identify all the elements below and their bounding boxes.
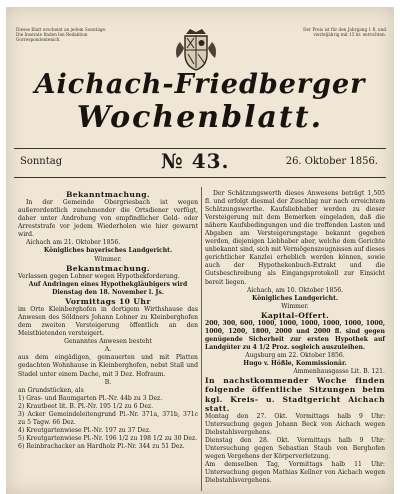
issue-date: 26. Oktober 1856. bbox=[285, 156, 378, 167]
left-column-paragraph: Bekanntmachung. bbox=[65, 190, 151, 199]
left-column-paragraph: A. bbox=[104, 346, 112, 354]
right-column-paragraph: Hugo v. Hößle, Kommissionär. bbox=[243, 360, 347, 368]
right-column-paragraph: Königliches Landgericht. bbox=[251, 294, 339, 302]
left-column-paragraph: an Grundstücken, als bbox=[18, 386, 84, 394]
left-column-paragraph: aus dem eingädigen, gemauerten und mit Platten gedachten Wohnhause in Kleinberghofen, nebst Stall und Stadel unter einem Dache, mit 3 Dez. Hofraum. bbox=[18, 354, 198, 378]
left-column-paragraph: Genanntes Anwesen besteht bbox=[64, 338, 152, 346]
right-column-paragraph: 200, 300, 600, 1000, 1000, 1000, 1000, 1000, 1000, 1000, 1200, 1800, 2000 und 2000 fl. sind gegen genügende Sicherheit zur ersten Hypothek auf Landgüter zu 4 1/2 Proz. sogleich auszuleihen. bbox=[205, 319, 385, 352]
left-column-paragraph: Auf Andringen eines Hypothekgläubigers wird Dienstag den 18. November l. Js. bbox=[28, 280, 188, 296]
right-column bbox=[205, 190, 385, 485]
left-column-paragraph: 2) Krautbeet lit. B. Pl.-Nr. 195 1/2 zu 6 Dez. bbox=[18, 402, 154, 410]
coat-of-arms-icon bbox=[172, 28, 220, 72]
right-column-paragraph: In nachstkommender Woche finden folgende öffentliche Sitzungen beim kgl. Kreis- u. Stadtgericht Aichach statt. bbox=[205, 376, 385, 413]
masthead-title-line1: Aichach-Friedberger bbox=[34, 69, 366, 100]
left-column-paragraph: 1) Gras- und Baumgarten Pl.-Nr. 44b zu 3 Dez. bbox=[18, 394, 163, 402]
left-column-paragraph: Aichach am 21. Oktober 1856. bbox=[26, 239, 121, 247]
subscription-note: Dieses Blatt erscheint an jedem Sonntage. Die Inserate finden bei Redaktion Gorrespondentenich. bbox=[16, 27, 107, 43]
column-divider bbox=[201, 187, 202, 491]
dateline-bottom-rule bbox=[14, 177, 386, 178]
left-column-paragraph: Wimmer. bbox=[94, 255, 122, 263]
right-column-paragraph: Augsburg am 22. Oktober 1856. bbox=[245, 352, 345, 360]
left-column-paragraph: 4) Kreutgartenwiese Pl.-Nr. 197 zu 37 Dez. bbox=[18, 426, 151, 434]
left-column-paragraph: B. bbox=[104, 378, 112, 386]
masthead-title-line2: Wochenblatt. bbox=[76, 100, 324, 135]
left-column-paragraph: Königliches bayerisches Landgericht. bbox=[43, 247, 173, 255]
right-column-paragraph: Kapital-Offert. bbox=[260, 310, 330, 320]
newspaper-page bbox=[6, 7, 394, 494]
right-column-paragraph: Ammenhausgasse Lit. B. 121. bbox=[293, 368, 385, 376]
right-column-paragraph: Aichach, am 10. Oktober 1856. bbox=[246, 286, 344, 294]
issue-day: Sonntag bbox=[20, 156, 63, 167]
right-column-paragraph: Am demselben Tag, Vormittags halb 11 Uhr: Untersuchung gegen Mathias Kellner von Aichach wegen Diebstahlsvergehens. bbox=[205, 461, 385, 485]
dateline bbox=[16, 151, 384, 173]
left-column-paragraph: In der Gemeinde Obergriesbach ist wegen außerordentlich zunehmender die Ortsdiener verfügt, daher unter Androhung von empfindlicher Geld- oder Arreststrafe vor jedem Wiederholen wie hier gewarnt wird. bbox=[18, 199, 198, 239]
left-column-paragraph: Bekanntmachung. bbox=[65, 263, 151, 273]
right-column-paragraph: Wimmer. bbox=[281, 302, 309, 310]
left-column-paragraph: 6) Reinbrachacker an Hardholz Pl.-Nr. 344 zu 51 Dez. bbox=[18, 442, 185, 450]
right-column-paragraph: Der Schätzungswerth dieses Anwesens beträgt 1,505 fl. und erfolgt diesmal der Zuschlag nur nach erreichtem Schätzungswerthe. Kaufsliebhaber werden zu dieser Versteigerung mit dem Bemerken eingeladen, daß die nähern Kaufsbedingungen und die treffenden Lasten und Abgaben am Versteigerungstage bekannt gegeben werden, diejenigen Liebhaber aber, welche dem Gerichte unbekannt sind, sich mit Vermögenszeugnissen auf dieses gerichtlicher Kanzlei erheblich werden können, sowie auch der Hypothekenbuch-Extrakt und die Gutsbeschreibung als Eingangsprotokoll zur Einsicht bereit liegen. bbox=[205, 190, 385, 286]
left-column-paragraph: 3) Acker Gemeindeleitengrund Pl.-Nr. 371a, 371b, 371c zu 5 Tagw. 66 Dez. bbox=[18, 410, 198, 426]
left-column-paragraph: Verlassen gegen Lohner wegen Hypothekforderung. bbox=[18, 272, 180, 280]
price-note: Der Preis ist für den Jahrgang 1 fl. und vierteljährig mit 15 kr. entrichten. bbox=[303, 27, 386, 38]
left-column-paragraph: im Orte Kleinberghofen in dortigem Wirthshause das Anwesen des Söldners Johann Lohner zu Kleinberghofen dem zweiten Versteigerung öffentlich an den Meistbietenden versteigert. bbox=[18, 306, 198, 338]
left-column bbox=[18, 190, 198, 451]
left-column-paragraph: 5) Kreutgartenwiese Pl.-Nr. 196 1/2 zu 198 1/2 zu 30 Dez. bbox=[18, 434, 198, 442]
right-column-paragraph: Montag den 27. Okt. Vormittags halb 9 Uhr: Untersuchung gegen Johann Beck von Aichach wegen Diebstahlsvergehens. bbox=[205, 413, 385, 437]
right-column-paragraph: Dienstag den 28. Okt. Vormittags halb 9 Uhr: Untersuchung gegen Sebastian Staub von Berghofen wegen Vergehens der Körperverletzung. bbox=[205, 437, 385, 461]
left-column-paragraph: Vormittags 10 Uhr bbox=[65, 296, 151, 306]
issue-number: № 43. bbox=[161, 149, 230, 173]
